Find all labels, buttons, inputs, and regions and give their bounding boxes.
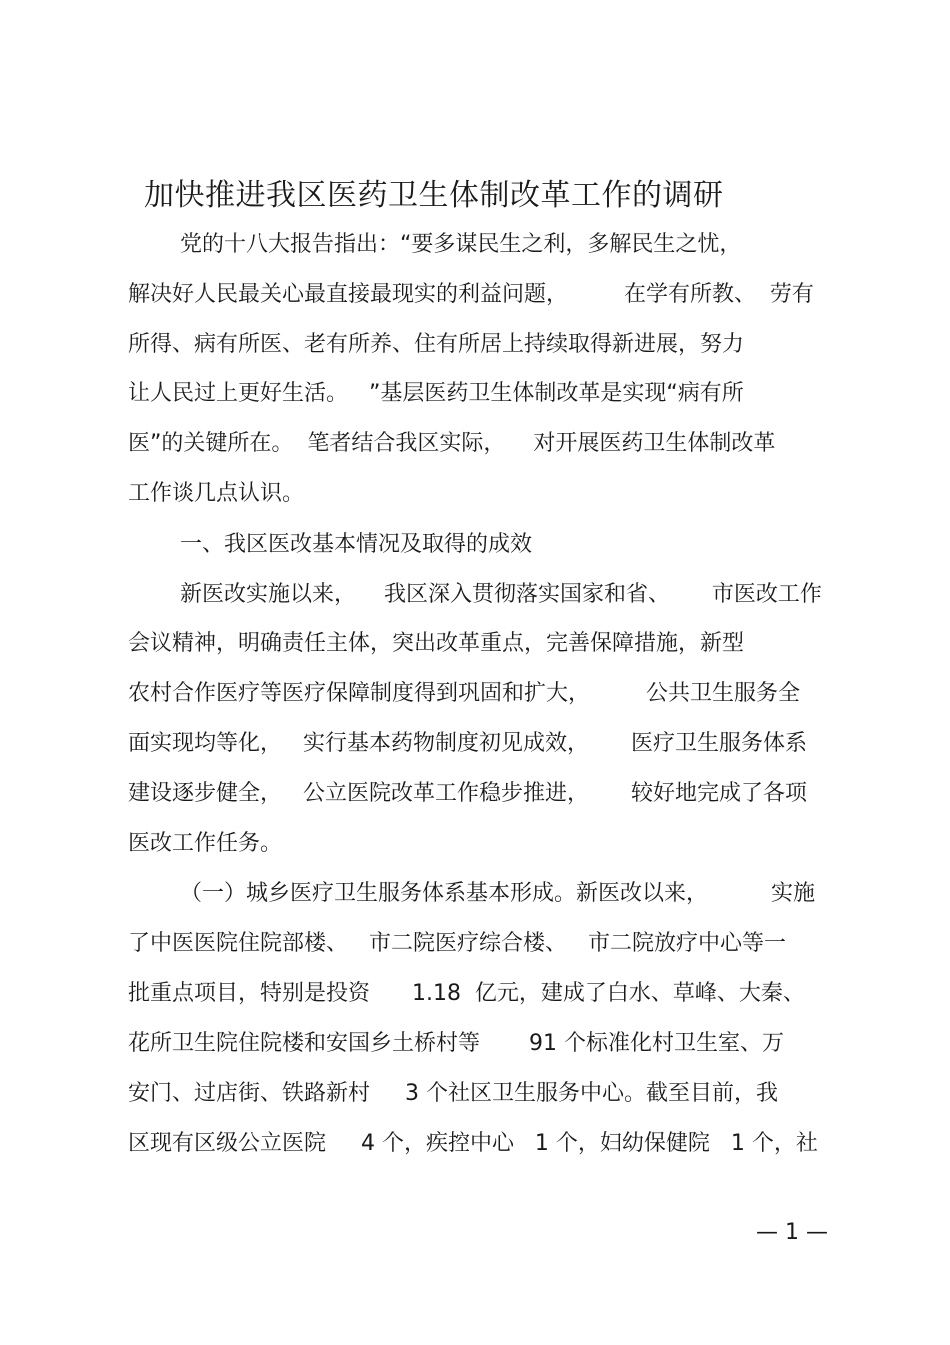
- paragraph-line: 安门、过店街、铁路新村 3 个社区卫生服务中心。截至目前，我: [128, 1081, 778, 1106]
- paragraph-line: 了中医医院住院部楼、 市二院医疗综合楼、 市二院放疗中心等一: [128, 931, 786, 956]
- paragraph-line: 所得、病有所医、老有所养、住有所居上持续取得新进展，努力: [128, 332, 745, 357]
- page-number: — 1 —: [756, 1220, 828, 1245]
- paragraph-line: 区现有区级公立医院 4 个，疾控中心 1 个，妇幼保健院 1 个，社: [128, 1131, 818, 1156]
- paragraph-line: 花所卫生院住院楼和安国乡土桥村等 91 个标准化村卫生室、万: [128, 1031, 784, 1056]
- paragraph-line: 批重点项目，特别是投资 1.18 亿元，建成了白水、草峰、大秦、: [128, 981, 805, 1006]
- paragraph-line: 医”的关键所在。 笔者结合我区实际， 对开展医药卫生体制改革: [128, 431, 776, 456]
- paragraph-line: 会议精神，明确责任主体，突出改革重点，完善保障措施，新型: [128, 631, 745, 656]
- subsection-line: （一）城乡医疗卫生服务体系基本形成。新医改以来， 实施: [180, 881, 815, 906]
- paragraph-line: 新医改实施以来， 我区深入贯彻落实国家和省、 市医改工作: [180, 582, 822, 607]
- paragraph-line: 工作谈几点认识。: [128, 481, 305, 506]
- paragraph-line: 面实现均等化， 实行基本药物制度初见成效， 医疗卫生服务体系: [128, 731, 807, 756]
- section-heading: 一、我区医改基本情况及取得的成效: [180, 532, 533, 557]
- paragraph-line: 农村合作医疗等医疗保障制度得到巩固和扩大， 公共卫生服务全: [128, 681, 800, 706]
- document-title: 加快推进我区医药卫生体制改革工作的调研: [144, 178, 724, 213]
- paragraph-line: 党的十八大报告指出：“要多谋民生之利，多解民生之忧，: [180, 232, 742, 257]
- paragraph-line: 让人民过上更好生活。 ”基层医药卫生体制改革是实现“病有所: [128, 381, 744, 406]
- paragraph-line: 解决好人民最关心最直接最现实的利益问题， 在学有所教、 劳有: [128, 282, 814, 307]
- paragraph-line: 建设逐步健全， 公立医院改革工作稳步推进， 较好地完成了各项: [128, 781, 807, 806]
- paragraph-line: 医改工作任务。: [128, 831, 283, 856]
